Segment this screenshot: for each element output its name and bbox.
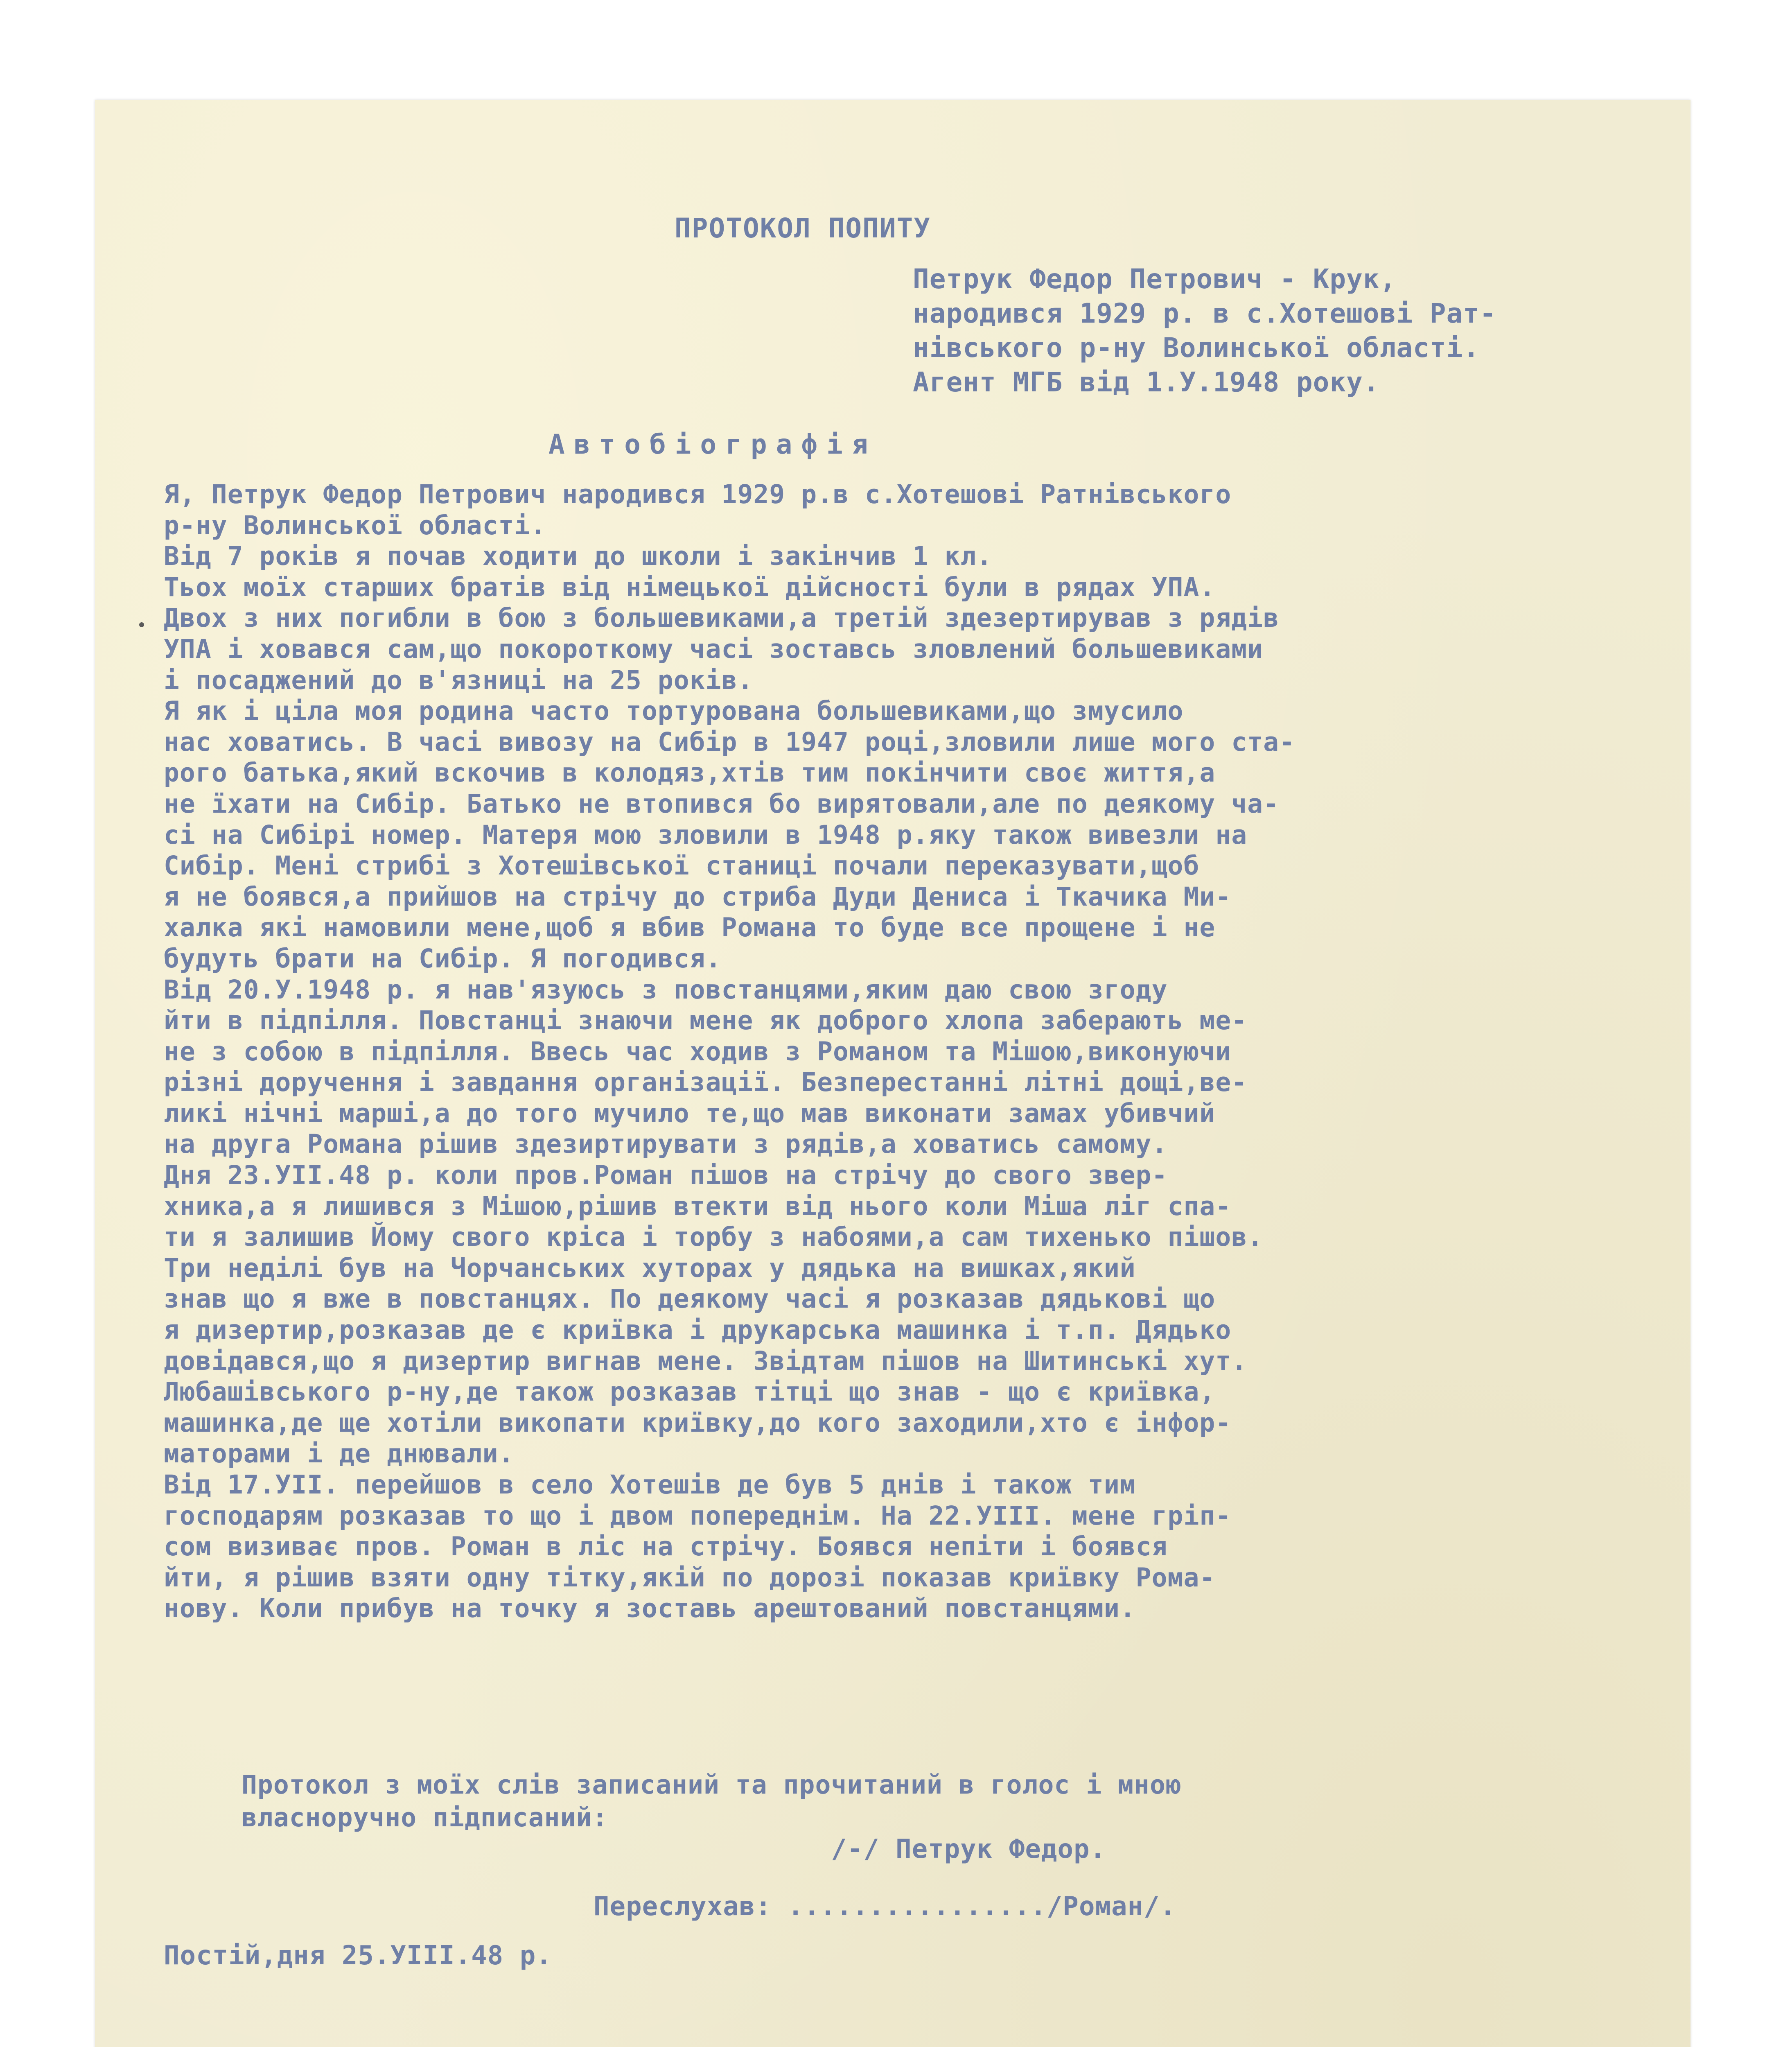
body-line: будуть брати на Сибір. Я погодився. (164, 943, 722, 974)
body-line: ти я залишив Йому свого кріса і торбу з набоями,а сам тихенько пішов. (164, 1222, 1264, 1252)
body-line: Від 17.УІІ. перейшов в село Хотешів де був 5 днів і також тим (164, 1470, 1136, 1500)
subject-header (913, 262, 1496, 400)
body-line: різні доручення і завдання організації. Безперестанні літні дощі,ве- (164, 1067, 1248, 1098)
body-line: сі на Сибірі номер. Матеря мою зловили в 1948 р.яку також вивезли на (164, 820, 1248, 850)
body-line: рого батька,який вскочив в колодяз,хтів тим покінчити своє життя,а (164, 758, 1216, 788)
protocol-closing (241, 1769, 1182, 1834)
body-line: не з собою в підпілля. Ввесь час ходив з Романом та Мішою,виконуючи (164, 1036, 1232, 1066)
place-date-line: Постій,дня 25.УІІІ.48 р. (164, 1941, 552, 1971)
body-line: Тьох моїх старших братів від німецької дійсності були в рядах УПА. (164, 572, 1216, 602)
header-line: нівського р-ну Волинської області. (913, 332, 1480, 364)
body-line: халка які намовили мене,щоб я вбив Романа то буде все прощене і не (164, 913, 1216, 943)
header-line: Петрук Федор Петрович - Крук, (913, 263, 1397, 295)
body-line: р-ну Волинської області. (164, 510, 546, 540)
body-line: нову. Коли прибув на точку я зоставь арештований повстанцями. (164, 1593, 1136, 1624)
section-subtitle: Автобіографія (548, 429, 877, 460)
interrogator-line: Переслухав: ................/Роман/. (594, 1891, 1176, 1922)
autobiography-body (164, 479, 1295, 1624)
body-line: я дизертир,розказав де є криївка і друкарська машинка і т.п. Дядько (164, 1315, 1232, 1345)
body-line: і посаджений до в'язниці на 25 років. (164, 665, 754, 695)
body-line: маторами і де днювали. (164, 1439, 515, 1469)
body-line: Від 20.У.1948 р. я нав'язуюсь з повстанцями,яким даю свою згоду (164, 974, 1168, 1005)
closing-line: власноручно підписаний: (241, 1803, 608, 1832)
ink-dot-mark (139, 622, 144, 627)
body-line: довідався,що я дизертир вигнав мене. Звідтам пішов на Шитинські хут. (164, 1346, 1248, 1376)
body-line: хника,а я лишився з Мішою,рішив втекти від нього коли Міша ліг спа- (164, 1191, 1232, 1221)
body-line: я не боявся,а прийшов на стрічу до стриба Дуди Дениса і Ткачика Ми- (164, 881, 1232, 912)
body-line: Я як і ціла моя родина часто тортурована большевиками,що змусило (164, 696, 1184, 726)
body-line: господарям розказав то що і двом попереднім. На 22.УІІІ. мене гріп- (164, 1500, 1232, 1531)
body-line: Сибір. Мені стрибі з Хотешівської станиці почали переказувати,щоб (164, 851, 1200, 881)
body-line: Три неділі був на Чорчанських хуторах у дядька на вишках,який (164, 1253, 1136, 1283)
body-line: Від 7 років я почав ходити до школи і закінчив 1 кл. (164, 541, 993, 572)
body-line: Двох з них погибли в бою з большевиками,а третій здезертирував з рядів (164, 603, 1280, 633)
body-line: не їхати на Сибір. Батько не втопився бо вирятовали,але по деякому ча- (164, 789, 1280, 819)
document-title: ПРОТОКОЛ ПОПИТУ (675, 212, 931, 244)
body-line: на друга Романа рішив здезиртирувати з рядів,а ховатись самому. (164, 1129, 1168, 1159)
closing-line: Протокол з моїх слів записаний та прочитаний в голос і мною (241, 1770, 1182, 1800)
body-line: машинка,де ще хотіли викопати криївку,до кого заходили,хто є інфор- (164, 1408, 1232, 1438)
body-line: йти, я рішив взяти одну тітку,якій по дорозі показав криївку Рома- (164, 1562, 1216, 1593)
body-line: сом визиває пров. Роман в ліс на стрічу. Боявся непіти і боявся (164, 1532, 1168, 1562)
body-line: Дня 23.УІІ.48 р. коли пров.Роман пішов на стрічу до свого звер- (164, 1160, 1168, 1191)
body-line: Я, Петрук Федор Петрович народився 1929 р.в с.Хотешові Ратнівського (164, 479, 1232, 509)
header-line: народився 1929 р. в с.Хотешові Рат- (913, 298, 1496, 329)
body-line: йти в підпілля. Повстанці знаючи мене як доброго хлопа заберають ме- (164, 1005, 1248, 1036)
body-line: УПА і ховався сам,що покороткому часі зоставсь зловлений большевиками (164, 634, 1264, 664)
body-line: ликі нічні марші,а до того мучило те,що мав виконати замах убивчий (164, 1098, 1216, 1128)
body-line: нас ховатись. В часі вивозу на Сибір в 1947 році,зловили лише мого ста- (164, 727, 1295, 757)
signature-line: /-/ Петрук Федор. (831, 1834, 1106, 1864)
body-line: знав що я вже в повстанцях. По деякому часі я розказав дядькові що (164, 1284, 1216, 1314)
body-line: Любашівського р-ну,де також розказав тітці що знав - що є криївка, (164, 1377, 1216, 1407)
header-line: Агент МГБ від 1.У.1948 року. (913, 366, 1380, 398)
